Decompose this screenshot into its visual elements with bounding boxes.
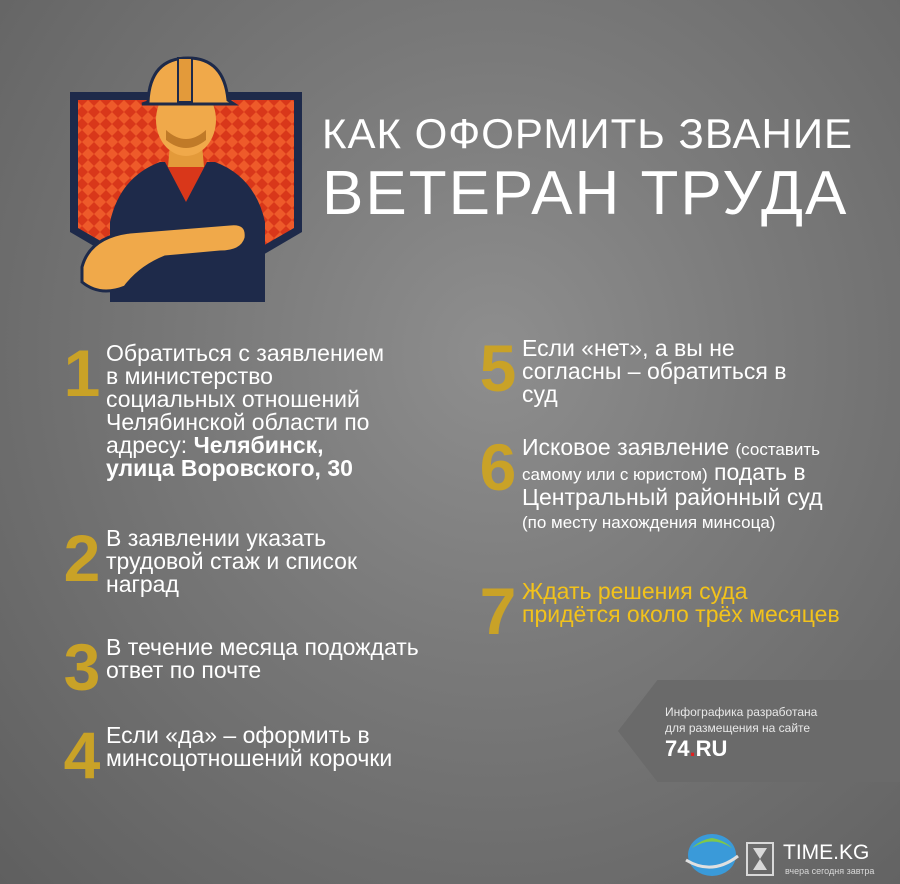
step-text: Ждать решения суда придётся около трёх месяцев [522,578,840,627]
step-number: 1 [63,336,101,410]
worker-emblem [70,52,302,302]
step-text-2: подать в Центральный районный суд [522,459,823,510]
step-3 [62,630,461,704]
step-number: 6 [479,430,517,504]
step-text: Исковое заявление [522,434,730,460]
step-text: В заявлении указать трудовой стаж и список наград [106,525,358,597]
step-text: Если «нет», а вы не согласны – обратиться в суд [522,335,787,407]
title-line-2: ВЕТЕРАН ТРУДА [322,159,849,228]
step-5 [478,331,812,407]
step-1 [62,336,396,481]
step-number: 7 [479,574,517,648]
logo-dot: . [689,736,696,761]
title-line-1: КАК ОФОРМИТЬ ЗВАНИЕ [322,110,854,157]
credit-line-2: для размещения на сайте [665,721,811,735]
step-7 [478,574,852,648]
watermark-tagline: вчера сегодня завтра [785,866,875,876]
watermark-name: TIME.KG [783,841,870,864]
step-note: (составить самому или с юристом) [522,440,821,484]
step-text: Если «да» – оформить в минсоцотношений корочки [106,722,393,771]
step-number: 3 [63,630,101,704]
step-text: Обратиться с заявлением в министерство социальных отношений Челябинской области по адресу: [106,340,385,458]
step-address: Челябинск, улица Воровского, 30 [106,432,353,481]
credit-line-1: Инфографика разработана [665,705,818,719]
step-number: 2 [63,521,101,595]
site-logo-74ru[interactable] [665,736,727,762]
logo-ru: RU [695,736,728,761]
hourglass-icon [746,842,774,876]
globe-icon [684,830,740,880]
step-number: 4 [63,718,101,792]
step-number: 5 [479,331,517,405]
step-6 [478,430,852,534]
step-text: В течение месяца подождать ответ по почте [106,634,419,683]
step-4 [62,718,456,792]
step-note-2: (по месту нахождения минсоца) [522,513,776,532]
step-2 [62,521,396,597]
logo-74: 74 [665,736,690,761]
